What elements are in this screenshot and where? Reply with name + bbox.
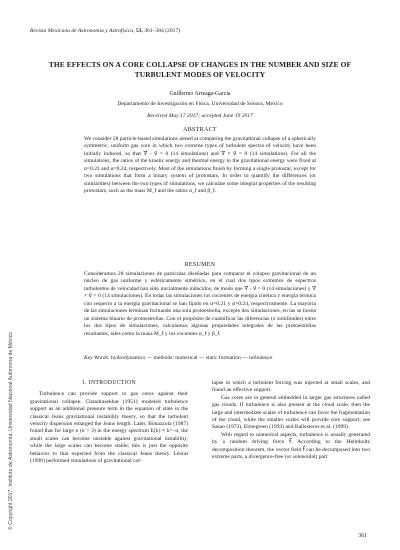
intro-paragraph: Gas cores are in general embedded in larger gas structures called gas clouds. If turbulence is also present at the cloud scale, then the large and intermediate scales of turbulence can favor the fragmentation of the cloud, while the smaller scales will provide core support; see Sasao (1973), Elmegreen (1993) and Ballesteros et al. (1999). — [212, 394, 370, 431]
received-accepted-dates: Received May 17 2017; accepted June 19 2017 — [147, 113, 253, 119]
abstract-text: We consider 28 particle-based simulations aimed at comparing the gravitational collapse of a spherically symmetric, uniform gas core in which two extreme types of turbulent spectra of velocity have been initially induced, so that ∇ · v⃗ = 0 (14 simulations) and ∇ × v⃗ = 0 (14 simulations). For all the simulations, the ratios of the kinetic energy and thermal energy to the gravitational energy were fixed at α=0.21 and α=0.24, respectively. Most of the simulations finish by forming a single protostar, except for two simulations that form a binary system of protostars. In order to quantify the differences (or similarities) between the two types of simulations, we calculate some integral properties of the resulting protostars, such as the mass M_f and the ratios α_f and β_f. — [84, 136, 316, 195]
section-heading-introduction: 1. INTRODUCTION — [81, 380, 137, 386]
journal-name: Revista Mexicana de Astronomía y Astrofísica, — [30, 28, 135, 34]
author-affiliation: Departamento de Investigación en Física, Universidad de Sonora, México — [117, 101, 283, 107]
resumen-heading: RESUMEN — [184, 262, 216, 268]
resumen-text: Consideramos 28 simulaciones de partículas diseñadas para comparar el colapso gravitacional de un núcleo de gas uniforme y esféricamente simétrico, en el cual dos tipos extremos de espectros turbulentos de velocidad han sido inicialmente inducidos, de modo que ∇ · v⃗ = 0 (14 simulaciones) y ∇ × v⃗ = 0 (14 simulaciones). En todas las simulaciones los cocientes de energía cinética y energía térmica con respecto a la energía gravitacional se han fijado en α=0.21 y α=0.24, respectivamente. La mayoría de las simulaciones terminan formando una sola protoestrella, excepto dos simulaciones, en las se forma un sistema binario de protoestrellas. Con el propósito de cuantificar las diferencias (o similitudes) entre los dos tipos de simulaciones, calculamos algunas propiedades integrales de las protoestrellas resultantes, tales como la masa M_f y los cocientes α_f y β_f. — [84, 271, 316, 337]
intro-paragraph: Turbulence can provide support to gas cores against their gravitational collapse. Chandrasekhar (1951) modeled turbulence support as an additional pressure term in the equation of state in the classical Jeans gravitational instability theory, so that the turbulent velocity dispersion enlarged the Jeans length. Later, Bonazzola (1987) found that for large n (n > 3) in the energy spectrum E(k) ≈ k^−n, the small scales can become unstable against gravitational instability, while the large scales can become stable; this is just the opposite behavior to that expected from the classical Jeans theory. Léorat (1990) performed simulations of gravitational col- — [30, 391, 188, 465]
left-column — [30, 380, 188, 465]
journal-pages: 361–384 (2017) — [144, 28, 181, 34]
journal-volume: 53, — [135, 28, 143, 34]
abstract-heading: ABSTRACT — [183, 127, 217, 133]
paper-title: THE EFFECTS ON A CORE COLLAPSE OF CHANGES IN THE NUMBER AND SIZE OF TURBULENT MODES OF VELOCITY — [48, 60, 352, 79]
right-column — [212, 380, 370, 461]
keywords-text: hydrodynamics — methods: numerical — stars: formation — turbulence — [111, 355, 273, 361]
author-name: Guillermo Arreaga-García — [169, 91, 231, 97]
keywords — [84, 355, 316, 362]
keywords-label: Key Words: — [84, 355, 110, 361]
page-number: 361 — [358, 533, 367, 539]
copyright-text: © Copyright 2017: Instituto de Astronomía, Universidad Nacional Autónoma de México — [8, 331, 14, 530]
intro-paragraph: lapse in which a turbulent forcing was injected at small scales, and found an effective support. — [212, 380, 370, 394]
journal-header — [30, 28, 180, 34]
copyright-watermark — [6, 60, 14, 530]
intro-paragraph: With regard to numerical aspects, turbulence is usually generated by a random driving force f⃗. According to the Helmholtz decomposition theorem, the vector field f⃗ can be decomposed into two extreme parts, a divergence-free (or solenoidal) part — [212, 431, 370, 461]
